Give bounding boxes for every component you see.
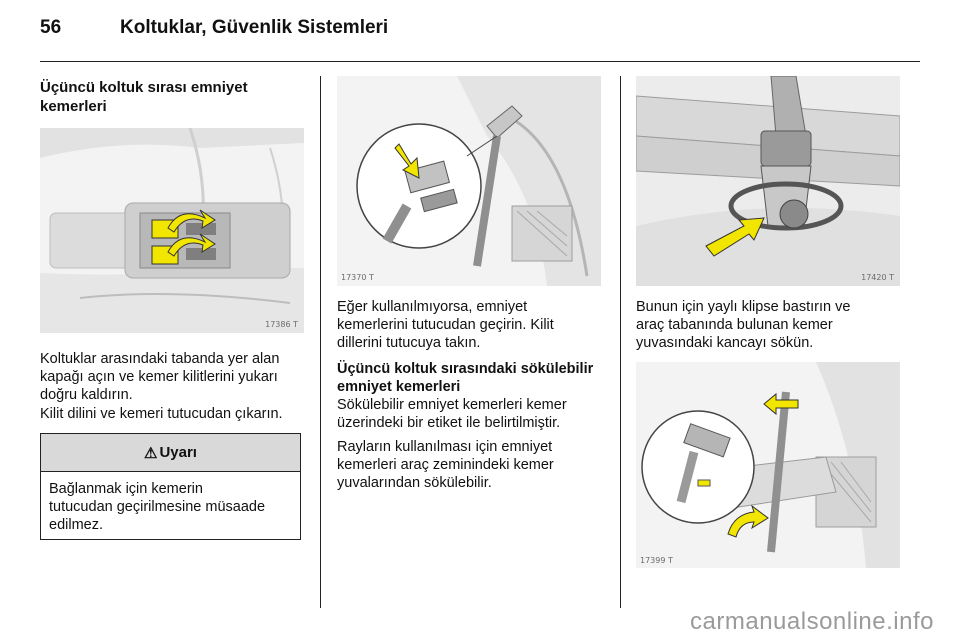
middle-paragraph-1	[337, 298, 612, 352]
middle-para3-line-3: yuvalarından sökülebilir.	[337, 475, 492, 491]
middle-paragraph-2	[337, 396, 612, 432]
belt-holder-illustration	[337, 76, 601, 286]
middle-para2-line-2: üzerindeki bir etiket ile belirtilmiştir.	[337, 415, 561, 431]
middle-subheading-line-1: Üçüncü koltuk sırasındaki sökülebilir	[337, 361, 594, 377]
header-rule	[40, 61, 920, 62]
removable-belt-illustration	[636, 362, 900, 568]
figure-floor-buckles	[40, 128, 304, 333]
watermark: carmanualsonline.info	[690, 608, 934, 635]
left-para1-line-3: doğru kaldırın.	[40, 387, 133, 403]
section-heading-line-1: Üçüncü koltuk sırası emniyet	[40, 79, 248, 96]
warning-body	[41, 472, 300, 534]
page-number: 56	[40, 17, 62, 38]
belt-anchor-illustration	[636, 76, 900, 286]
right-paragraph-1	[636, 298, 911, 352]
right-para1-line-2: araç tabanında bulunan kemer	[636, 317, 833, 333]
left-paragraph-2: Kilit dilini ve kemeri tutucudan çıkarın.	[40, 406, 283, 422]
left-paragraph-1	[40, 350, 310, 404]
left-para1-line-1: Koltuklar arasındaki tabanda yer alan	[40, 351, 280, 367]
figure-belt-anchor	[636, 76, 900, 286]
chapter-title: Koltuklar, Güvenlik Sistemleri	[120, 17, 389, 38]
figure-id-17370: 17370 T	[341, 273, 374, 282]
warning-title: Uyarı	[159, 444, 197, 461]
page-header	[40, 17, 920, 47]
middle-para3-line-1: Rayların kullanılması için emniyet	[337, 439, 553, 455]
warning-header	[41, 434, 300, 472]
warning-body-line-2: tutucudan geçirilmesine müsaade	[49, 499, 266, 515]
middle-subheading-line-2: emniyet kemerleri	[337, 379, 461, 395]
section-heading	[40, 78, 310, 116]
middle-para1-line-1: Eğer kullanılmıyorsa, emniyet	[337, 299, 528, 315]
column-divider-1	[320, 76, 321, 608]
right-para1-line-3: yuvasındaki kancayı sökün.	[636, 335, 814, 351]
floor-buckles-illustration	[40, 128, 304, 333]
middle-para2-line-1: Sökülebilir emniyet kemerleri kemer	[337, 397, 567, 413]
warning-triangle-icon: ⚠	[144, 444, 158, 462]
figure-id-17386: 17386 T	[265, 320, 298, 329]
middle-para3-line-2: kemerleri araç zeminindeki kemer	[337, 457, 554, 473]
middle-paragraph-3	[337, 438, 612, 492]
figure-removable-belt	[636, 362, 900, 568]
right-para1-line-1: Bunun için yaylı klipse bastırın ve	[636, 299, 851, 315]
figure-id-17420: 17420 T	[861, 273, 894, 282]
warning-body-line-1: Bağlanmak için kemerin	[49, 481, 203, 497]
warning-box	[40, 433, 301, 540]
warning-body-line-3: edilmez.	[49, 517, 103, 533]
middle-para1-line-2: kemerlerini tutucudan geçirin. Kilit	[337, 317, 554, 333]
figure-id-17399: 17399 T	[640, 556, 673, 565]
left-para1-line-2: kapağı açın ve kemer kilitlerini yukarı	[40, 369, 278, 385]
middle-subheading	[337, 360, 615, 396]
column-divider-2	[620, 76, 621, 608]
figure-belt-holder	[337, 76, 601, 286]
middle-para1-line-3: dillerini tutucuya takın.	[337, 335, 481, 351]
section-heading-line-2: kemerleri	[40, 98, 107, 115]
